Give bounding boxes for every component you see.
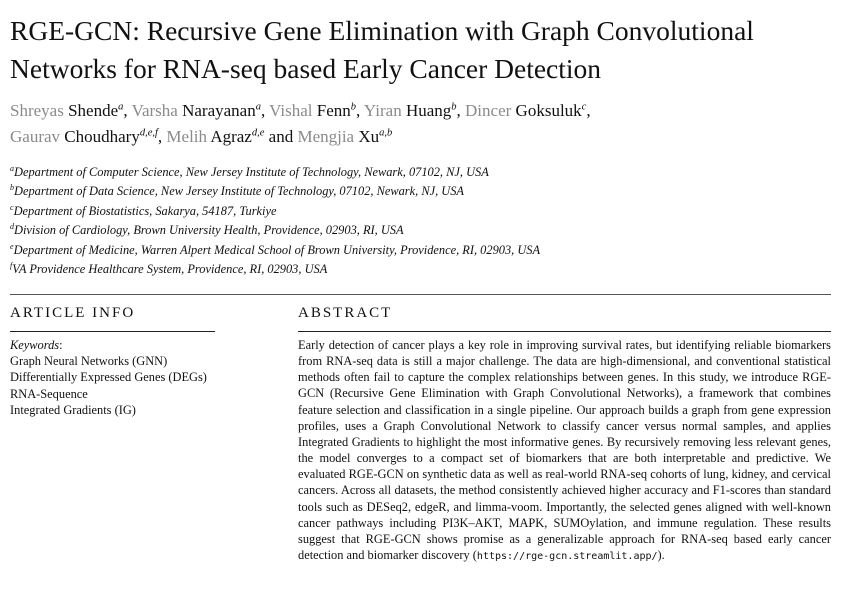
author-last-name: Xu (358, 127, 380, 146)
author-first-name: Shreyas (10, 101, 64, 120)
affiliation-text: Department of Medicine, Warren Alpert Medical School of Brown University, Providence, RI, 02903, USA (13, 242, 541, 257)
keyword-item: Differentially Expressed Genes (DEGs) (10, 370, 207, 385)
author-first-name: Gaurav (10, 127, 61, 146)
author-name (166, 127, 264, 146)
author-affiliation-mark: a (118, 101, 124, 113)
author-first-name: Melih (166, 127, 208, 146)
header-divider (10, 294, 831, 295)
keywords-colon: : (59, 338, 63, 352)
article-info-divider (10, 331, 215, 332)
affiliation-item (10, 260, 840, 279)
abstract-tail: ). (657, 548, 665, 563)
keyword-item: Graph Neural Networks (GNN) (10, 354, 168, 369)
keywords-label: Keywords (10, 338, 60, 352)
author-last-name: Goksuluk (515, 101, 582, 120)
abstract-heading: ABSTRACT (298, 305, 393, 321)
affiliation-mark: d (10, 222, 14, 232)
keyword-item: RNA-Sequence (10, 386, 88, 401)
author-first-name: Dincer (465, 101, 512, 120)
paper-title: RGE-GCN: Recursive Gene Elimination with Graph Convolutional Networks for RNA-seq based Early Cancer Detection (10, 15, 754, 84)
affiliation-text: Department of Biostatistics, Sakarya, 54187, Turkiye (13, 203, 277, 218)
affiliation-item (10, 202, 840, 221)
author-last-name: Choudhary (64, 127, 140, 146)
author-name (364, 101, 457, 120)
affiliation-item (10, 182, 840, 201)
affiliation-mark: f (10, 260, 13, 270)
author-name (465, 101, 586, 120)
author-last-name: Narayanan (182, 101, 256, 120)
author-list (10, 98, 840, 150)
keyword-item: Integrated Gradients (IG) (10, 402, 136, 417)
keywords-block (10, 337, 270, 418)
author-last-name: Fenn (316, 101, 351, 120)
author-separator: , (260, 101, 270, 120)
affiliation-text: Department of Data Science, New Jersey Institute of Technology, 07102, Newark, NJ, USA (14, 184, 465, 199)
author-separator: and (264, 127, 298, 146)
author-name (297, 127, 392, 146)
author-last-name: Huang (405, 101, 452, 120)
affiliation-mark: e (10, 241, 14, 251)
author-affiliation-mark: d,e (251, 127, 265, 139)
affiliation-text: Division of Cardiology, Brown University Health, Providence, 02903, RI, USA (14, 223, 404, 238)
author-affiliation-mark: d,e,f (139, 127, 158, 139)
author-separator: , (157, 127, 167, 146)
author-last-name: Agraz (210, 127, 252, 146)
author-first-name: Mengjia (297, 127, 355, 146)
author-name (132, 101, 261, 120)
keywords-label-line (10, 337, 270, 353)
author-first-name: Vishal (269, 101, 313, 120)
affiliation-mark: c (10, 202, 14, 212)
author-name (269, 101, 356, 120)
affiliation-item (10, 163, 840, 182)
author-affiliation-mark: a (255, 101, 261, 113)
author-separator: , (123, 101, 132, 120)
affiliation-mark: a (10, 163, 14, 173)
author-name (10, 101, 123, 120)
affiliation-item (10, 241, 840, 260)
author-name (10, 127, 158, 146)
abstract-text: Early detection of cancer plays a key role in improving survival rates, but identifying reliable biomarkers from RNA-seq data is still a major challenge. The data are high-dimensional, and conventional statistical methods often fail to capture the complex relationships between genes. In this study, we introduce RGE-GCN (Recursive Gene Elimination with Graph Convolutional Networks), a framework that combines feature selection and classification in a single pipeline. Our approach builds a graph from gene expression profiles, uses a Graph Convolutional Network to classify cancer versus normal samples, and applies Integrated Gradients to highlight the most informative genes. By recursively removing less relevant genes, the model converges to a compact set of biomarkers that are both interpretable and predictive. We evaluated RGE-GCN on synthetic data as well as real-world RNA-seq cohorts of lung, kidney, and cervical cancers. Across all datasets, the method consistently achieved higher accuracy and F1-scores than standard tools such as DESeq2, edgeR, and limma-voom. Importantly, the selected genes aligned with well-known cancer pathways including PI3K–AKT, MAPK, SUMOylation, and immune regulation. These results suggest that RGE-GCN shows promise as a generalizable approach for RNA-seq based early cancer detection and biomarker discovery ( (298, 338, 831, 563)
author-first-name: Varsha (131, 101, 178, 120)
abstract-body (298, 337, 831, 565)
article-info-heading: ARTICLE INFO (10, 305, 136, 321)
affiliation-text: Department of Computer Science, New Jersey Institute of Technology, Newark, 07102, NJ, USA (14, 165, 489, 179)
author-affiliation-mark: b (451, 101, 457, 113)
abstract-divider (298, 331, 831, 332)
affiliation-list (10, 163, 840, 279)
author-last-name: Shende (68, 101, 119, 120)
author-affiliation-mark: c (581, 101, 587, 113)
author-first-name: Yiran (363, 101, 402, 120)
affiliation-mark: b (10, 183, 14, 193)
author-affiliation-mark: a,b (379, 127, 393, 139)
affiliation-item (10, 221, 840, 240)
affiliation-text: VA Providence Healthcare System, Providence, RI, 02903, USA (12, 262, 328, 277)
author-affiliation-mark: b (350, 101, 357, 113)
project-url-link[interactable]: https://rge-gcn.streamlit.app/ (476, 551, 658, 563)
author-separator: , (456, 101, 466, 120)
author-separator: , (586, 101, 591, 120)
author-separator: , (356, 101, 364, 120)
